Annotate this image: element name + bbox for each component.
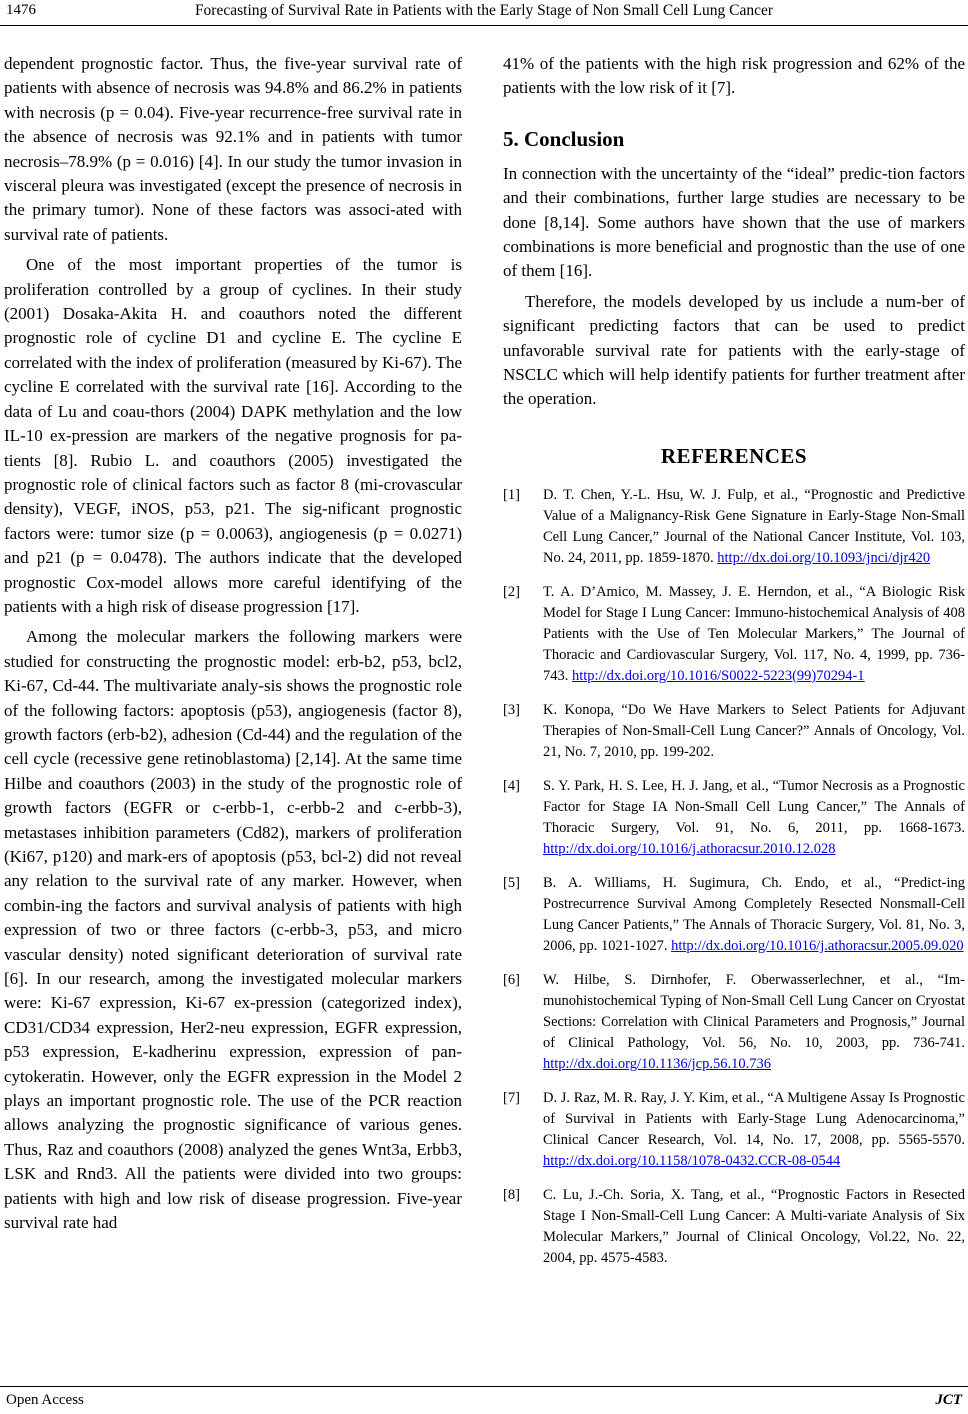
reference-citation: B. A. Williams, H. Sugimura, Ch. Endo, et al., “Predict-ing Postrecurrence Survival Among Completely Resected Nonsmall-Cell Lung Cancer Patients,” The Annals of Thoracic Surgery, Vol. 81, No. 3, 2006, pp. 1021-1027.: [543, 874, 965, 954]
references-heading: REFERENCES: [660, 443, 808, 468]
body-paragraph: Therefore, the models developed by us include a num-ber of significant predicting factors that can be used to predict unfavorable survival rate for patients with the early-stage of NSCLC which will help identify patients for further treatment after the operation.: [503, 291, 965, 409]
reference-item: [503, 1185, 965, 1269]
reference-citation: T. A. D’Amico, M. Massey, J. E. Herndon, et al., “A Biologic Risk Model for Stage I Lung Cancer: Immuno-histochemical Analysis of 408 Patients with the Use of Ten Molecular Markers,” The Journal of Thoracic and Cardiovascular Surgery, Vol. 117, No. 4, 1999, pp. 736-743.: [543, 583, 965, 684]
reference-number: [4]: [503, 777, 520, 794]
footer-open-access: Open Access: [6, 1392, 84, 1408]
reference-citation: W. Hilbe, S. Dirnhofer, F. Oberwasserlechner, et al., “Im-munohistochemical Typing of Non-Small Cell Lung Cancer on Cryostat Sections: Correlation with Clinical Parameters and Prognosis,” Journal of Clinical Pathology, Vol. 56, No. 10, 2003, pp. 736-741.: [543, 971, 965, 1051]
body-paragraph: In connection with the uncertainty of the “ideal” predic-tion factors and their combinations, further large studies are necessary to be done [8,14]. Some authors have shown that the use of markers combinations is more beneficial and prognostic than the use of one of them [16].: [503, 163, 965, 281]
reference-doi-link[interactable]: http://dx.doi.org/10.1016/S0022-5223(99)70294-1: [572, 667, 865, 684]
reference-doi-link[interactable]: http://dx.doi.org/10.1016/j.athoracsur.2010.12.028: [543, 840, 836, 857]
reference-list: [503, 485, 965, 1269]
reference-item: [503, 776, 965, 860]
reference-text: [543, 873, 965, 957]
right-column: [503, 52, 965, 1282]
reference-item: [503, 1088, 965, 1172]
reference-number: [8]: [503, 1186, 520, 1203]
reference-citation: C. Lu, J.-Ch. Soria, X. Tang, et al., “Prognostic Factors in Resected Stage I Non-Small-Cell Lung Cancer: A Multi-variate Analysis of Six Molecular Markers,” Journal of Clinical Oncology, Vol.22, No. 22, 2004, pp. 4575-4583.: [543, 1186, 965, 1266]
reference-number: [3]: [503, 701, 520, 718]
body-paragraph: One of the most important properties of the tumor is proliferation controlled by a group of cyclines. In their study (2001) Dosaka-Akita H. and coauthors noted the different prognostic role of cycline D1 and cycline E. The cycline E correlated with the index of proliferation (measured by Ki-67). The cycline E correlated with the survival rate [16]. According to the data of Lu and coau-thors (2004) DAPK methylation and the low IL-10 ex-pression are markers of the negative prognosis for pa-tients [8]. Rubio L. and coauthors (2005) investigated the prognostic role of clinical factors such as factor 8 (mi-crovascular density), VEGF, iNOS, p53, p21. The sig-nificant prognostic factors were: tumor size (p = 0.0063), angiogenesis (p = 0.0271) and p21 (p = 0.0478). The authors indicate that the developed prognostic Cox-model allows more careful identifying of the patients with a high risk of disease progression [17].: [4, 255, 462, 616]
reference-item: [503, 873, 965, 957]
reference-doi-link[interactable]: http://dx.doi.org/10.1158/1078-0432.CCR-08-0544: [543, 1152, 841, 1169]
reference-text: [543, 970, 965, 1075]
reference-text: [543, 700, 965, 763]
reference-citation: D. J. Raz, M. R. Ray, J. Y. Kim, et al., “A Multigene Assay Is Prognostic of Survival in Patients with Early-Stage Lung Adenocarcinoma,” Clinical Cancer Research, Vol. 14, No. 17, 2008, pp. 5565-5570.: [543, 1089, 965, 1148]
reference-text: [543, 776, 965, 860]
conclusion-heading: 5. Conclusion: [503, 126, 625, 151]
reference-item: [503, 582, 965, 687]
reference-text: [543, 1088, 965, 1172]
reference-item: [503, 970, 965, 1075]
reference-number: [5]: [503, 874, 520, 891]
footer-rule: [0, 1386, 968, 1387]
reference-number: [7]: [503, 1089, 520, 1106]
reference-citation: D. T. Chen, Y.-L. Hsu, W. J. Fulp, et al., “Prognostic and Predictive Value of a Malignancy-Risk Gene Signature in Early-Stage Non-Small Cell Lung Cancer,” Journal of the National Cancer Institute, Vol. 103, No. 24, 2011, pp. 1859-1870.: [543, 486, 965, 566]
body-paragraph: dependent prognostic factor. Thus, the five-year survival rate of patients with absence of necrosis was 94.8% and 86.2% in patients with necrosis (p = 0.04). Five-year recurrence-free survival rate in the absence of necrosis was 92.1% and in patients with tumor necrosis–78.9% (p = 0.016) [4]. In our study the tumor invasion in visceral pleura was investigated (except the presence of necrosis in the primary tumor). None of these factors was associ-ated with survival rate of patients.: [4, 54, 462, 244]
reference-number: [6]: [503, 971, 520, 988]
reference-citation: K. Konopa, “Do We Have Markers to Select Patients for Adjuvant Therapies of Non-Small-Cell Lung Cancer?” Annals of Oncology, Vol. 21, No. 7, 2010, pp. 199-202.: [543, 701, 965, 760]
reference-item: [503, 485, 965, 569]
reference-text: [543, 485, 965, 569]
page-header: [0, 0, 968, 26]
body-paragraph: Among the molecular markers the following markers were studied for constructing the prognostic model: erb-b2, p53, bcl2, Ki-67, Cd-44. The multivariate analy-sis shows the prognostic role of the following factors: apoptosis (p53), angiogenesis (factor 8), growth factors (erb-b2), adhesion (Cd-44) and the regulation of the cell cycle (recessive gene retinoblastoma) [2,14]. At the same time Hilbe and coauthors (2003) in the study of the prognostic role of growth factors (EGFR or c-erbb-1, c-erbb-2 and c-erbb-3), metastases inhibition parameters (Cd82), markers of proliferation (Ki67, p120) and mark-ers of apoptosis (p53, bcl-2) did not reveal any relation to the survival rate of any marker. However, when combin-ing the factors and survival analysis of patients with high expression of two or three factors (c-erbb-3, p53, and micro vascular density) noted significant deterioration of survival rate [6]. In our research, among the investigated molecular markers were: Ki-67 expression, Ki-67 ex-pression (categorized index), CD31/CD34 expression, Her2-neu expression, EGFR expression, p53 expression, E-kadherinu expression, expression of pan-cytokeratin. However, only the EGFR expression in the Model 2 plays an important prognostic role. The use of the PCR reaction allows analyzing the prognostic significance of various genes. Thus, Raz and coauthors (2008) analyzed the genes Wnt3a, Erbb3, LSK and Rnd3. All the patients were divided into two groups: patients with high and low risk of disease progression. Five-year survival rate had: [4, 627, 462, 1233]
reference-citation: S. Y. Park, H. S. Lee, H. J. Jang, et al., “Tumor Necrosis as a Prognostic Factor for Stage IA Non-Small Cell Lung Cancer,” The Annals of Thoracic Surgery, Vol. 91, No. 6, 2011, pp. 1668-1673.: [543, 777, 965, 836]
left-column: [4, 52, 462, 1236]
reference-doi-link[interactable]: http://dx.doi.org/10.1093/jnci/djr420: [717, 549, 931, 566]
running-title: Forecasting of Survival Rate in Patients with the Early Stage of Non Small Cell Lung Cancer: [194, 2, 774, 19]
footer-journal: JCT: [935, 1392, 962, 1408]
reference-text: [543, 1185, 965, 1269]
reference-doi-link[interactable]: http://dx.doi.org/10.1136/jcp.56.10.736: [543, 1055, 771, 1072]
reference-item: [503, 700, 965, 763]
reference-doi-link[interactable]: http://dx.doi.org/10.1016/j.athoracsur.2005.09.020: [671, 937, 964, 954]
reference-number: [1]: [503, 486, 520, 503]
body-paragraph: 41% of the patients with the high risk progression and 62% of the patients with the low risk of it [7].: [503, 54, 965, 98]
page-number: 1476: [6, 2, 36, 18]
page-footer: [0, 1386, 968, 1414]
header-rule: [0, 25, 968, 26]
reference-number: [2]: [503, 583, 520, 600]
reference-text: [543, 582, 965, 687]
